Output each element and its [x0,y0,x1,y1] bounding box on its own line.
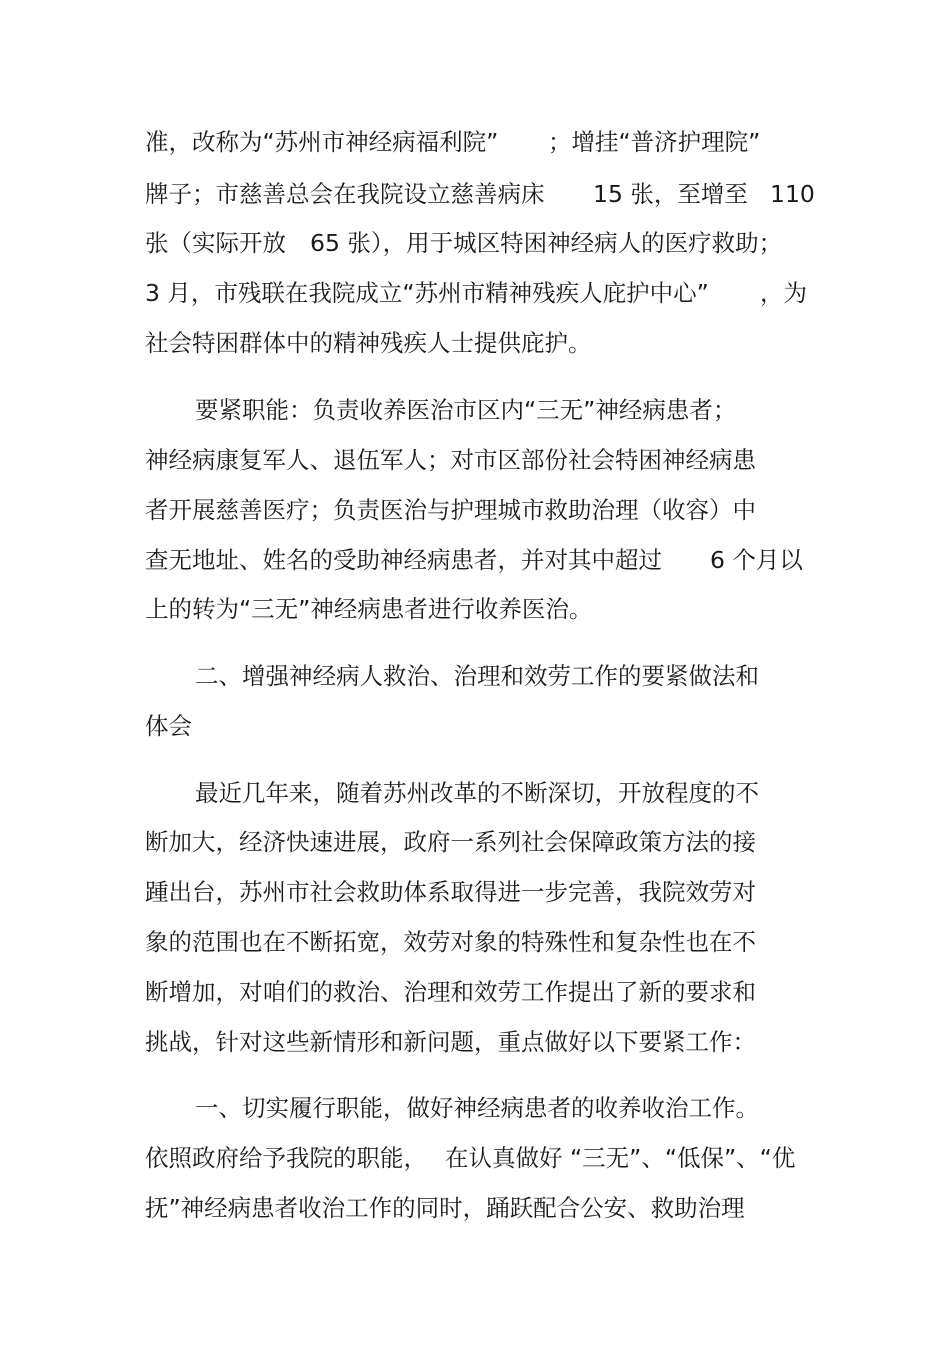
text-segment: ；增挂“普济护理院” [548,128,761,156]
text-segment: 查无地址、姓名的受助神经病患者，并对其中超过 [145,546,662,574]
text-segment: 要紧职能：负责收养医治市区内“三无”神经病患者； [195,396,737,424]
text-segment: 上的转为“三无”神经病患者进行收养医治。 [145,595,593,623]
text-segment: 挑战，针对这些新情形和新问题，重点做好以下要紧工作： [145,1028,756,1056]
text-segment: 者开展慈善医疗；负责医治与护理城市救助治理（收容）中 [145,496,756,524]
text-segment: 准，改称为“苏州市神经病福利院” [145,128,499,156]
text-segment: 一、切实履行职能，做好神经病患者的收养收治工作。 [195,1094,759,1122]
text-segment: 象的范围也在不断拓宽，效劳对象的特殊性和复杂性也在不 [145,928,756,956]
text-segment: 社会特困群体中的精神残疾人士提供庇护。 [145,329,592,357]
text-segment: 断增加，对咱们的救治、治理和效劳工作提出了新的要求和 [145,978,756,1006]
text-segment: 110 [770,180,815,208]
text-segment: 抚”神经病患者收治工作的同时，踊跃配合公安、救助治理 [145,1194,745,1222]
text-segment: 3 月，市残联在我院成立“苏州市精神残疾人庇护中心” [145,279,709,307]
text-segment: 断加大，经济快速进展，政府一系列社会保障政策方法的接 [145,828,756,856]
text-segment: 踵出台，苏州市社会救助体系取得进一步完善，我院效劳对 [145,878,756,906]
text-segment: 体会 [145,712,192,740]
text-segment: 6 个月以 [710,546,803,574]
text-segment: 在认真做好 “三无”、“低保”、“优 [445,1144,796,1172]
text-segment: 牌子；市慈善总会在我院设立慈善病床 [145,180,545,208]
text-segment: 二、增强神经病人救治、治理和效劳工作的要紧做法和 [195,662,759,690]
text-segment: 65 张），用于城区特困神经病人的医疗救助； [310,229,783,257]
text-segment: 最近几年来，随着苏州改革的不断深切，开放程度的不 [195,779,759,807]
text-segment: ，为 [760,279,807,307]
text-segment: 张（实际开放 [145,229,286,257]
text-segment: 依照政府给予我院的职能， [145,1144,427,1172]
text-segment: 神经病康复军人、退伍军人；对市区部份社会特困神经病患 [145,446,756,474]
text-segment: 15 张，至增至 [593,180,748,208]
